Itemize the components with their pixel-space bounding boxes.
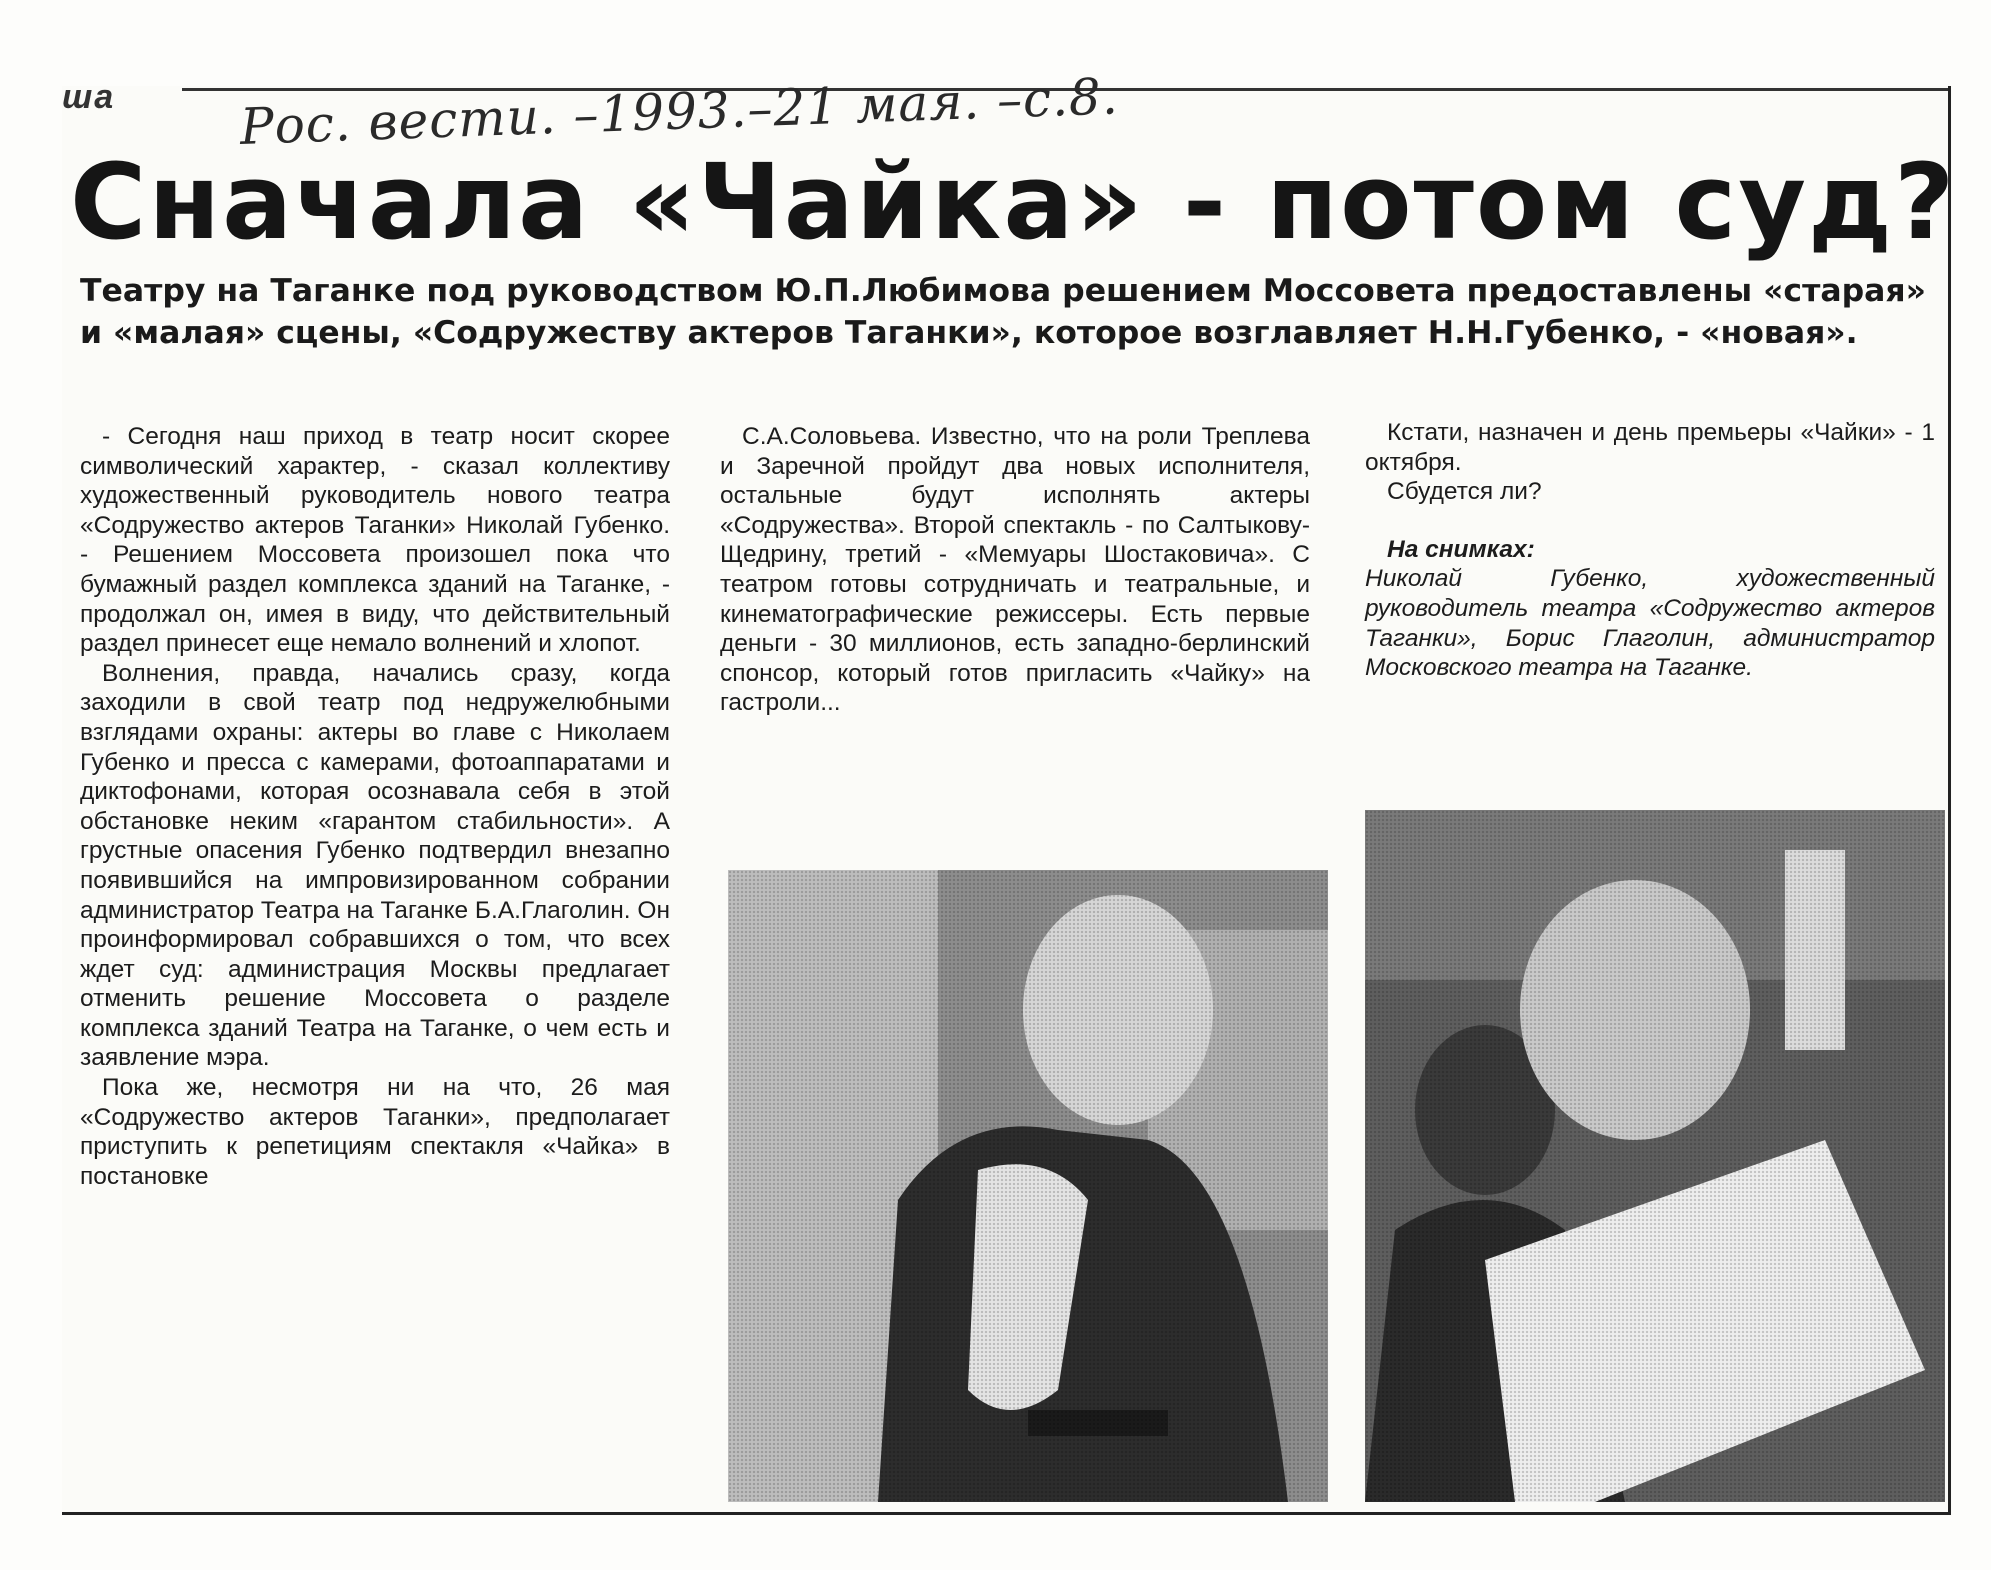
text-column-3 — [1365, 418, 1935, 683]
paragraph: - Сегодня наш приход в театр носит скорее символический характер, - сказал коллективу художественный руководитель нового театра «Содружество актеров Таганки» Николай Губенко. - Решением Моссовета произошел пока что бумажный раздел комплекса зданий на Таганке, - продолжал он, имея в виду, что действительный раздел принесет еще немало волнений и хлопот. — [80, 423, 670, 658]
paragraph: Волнения, правда, начались сразу, когда заходили в свой театр под недружелюбными взглядами охраны: актеры во главе с Николаем Губенко и пресса с камерами, фотоаппаратами и диктофонами, которая осознавала себя в этой обстановке неким «гарантом стабильности». А грустные опасения Губенко подтвердил внезапно появившийся на импровизированном собрании администратор Театра на Таганке Б.А.Глаголин. Он проинформировал собравшихся о том, что всех ждет суд: администрация Москвы предлагает отменить решение Моссовета о разделе комплекса зданий Театра на Таганке, о чем есть и заявление мэра. — [80, 659, 670, 1072]
paragraph: Кстати, назначен и день премьеры «Чайки» - 1 октября. — [1365, 419, 1935, 476]
paragraph: Сбудется ли? — [1387, 478, 1542, 506]
text-column-1 — [80, 422, 670, 1191]
paragraph: С.А.Соловьева. Известно, что на роли Треплева и Заречной пройдут два новых исполнителя, остальные будут исполнять актеры «Содружества». Второй спектакль - по Салтыкову-Щедрину, третий - «Мемуары Шостаковича». С театром готовы сотрудничать и театральные, и кинематографические режиссеры. Есть первые деньги - 30 миллионов, есть западно-берлинский спонсор, который готов пригласить «Чайку» на гастроли... — [720, 423, 1310, 717]
article-lead: Театру на Таганке под руководством Ю.П.Любимова решением Моссовета предоставлены «старая» и «малая» сцены, «Содружеству актеров Таганки», которое возглавляет Н.Н.Губенко, - «новая». — [80, 273, 1926, 351]
photo-glagolin — [1365, 810, 1945, 1502]
text-column-2 — [720, 422, 1310, 718]
caption-text: Николай Губенко, художественный руководитель театра «Содружество актеров Таганки», Борис Глаголин, администратор Московского театра на Таганке. — [1365, 565, 1935, 682]
right-border — [1948, 86, 1951, 1514]
paragraph: Пока же, несмотря ни на что, 26 мая «Содружество актеров Таганки», предполагает приступить к репетициям спектакля «Чайка» в постановке — [80, 1074, 670, 1190]
article-headline: Сначала «Чайка» - потом суд? — [70, 141, 1957, 263]
photo-gubenko — [728, 870, 1328, 1502]
handwritten-source-note: Рос. вести. –1993.–21 мая. –с.8. — [238, 67, 1120, 156]
rubric-label: ша — [62, 78, 116, 116]
bottom-border — [62, 1512, 1951, 1515]
caption-title: На снимках: — [1387, 535, 1535, 563]
